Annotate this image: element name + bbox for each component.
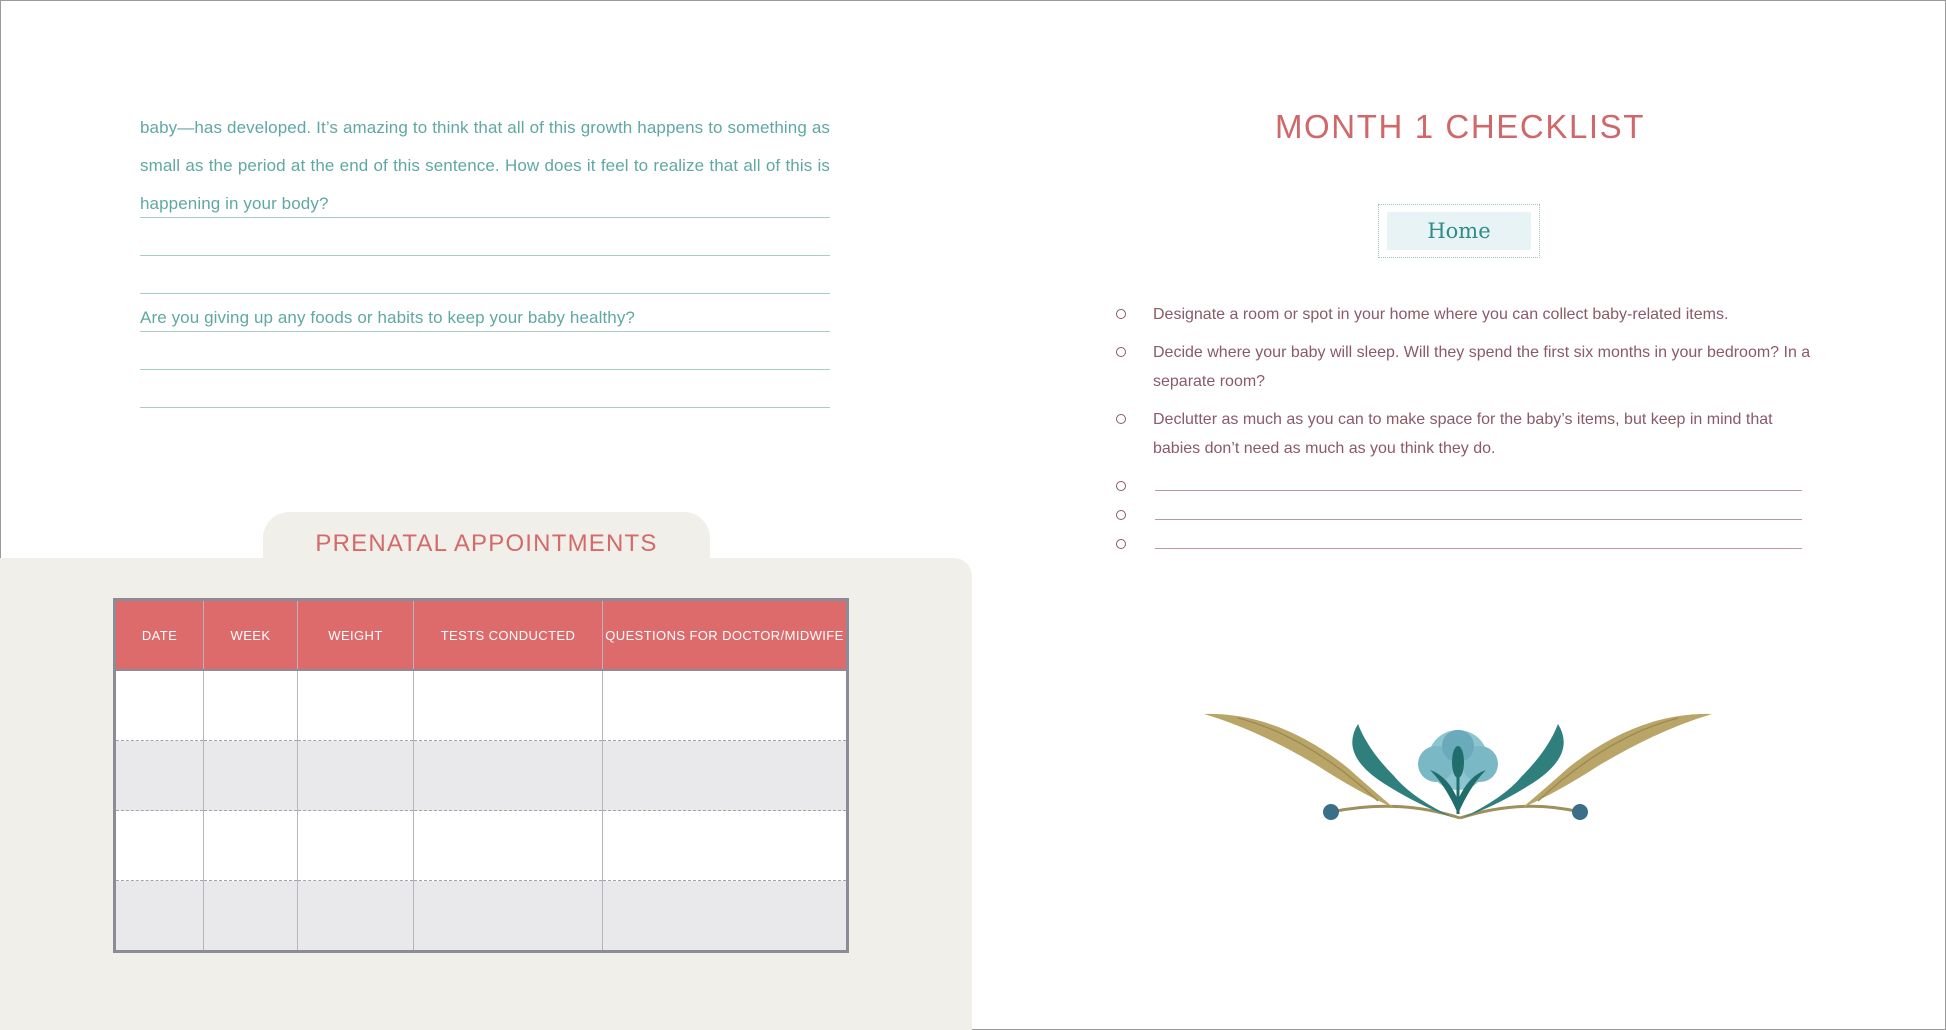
- table-cell[interactable]: [414, 881, 603, 952]
- checklist-blank-line[interactable]: [1155, 548, 1802, 549]
- journal-answer-line[interactable]: [140, 340, 830, 378]
- empty-circle-bullet-icon[interactable]: [1116, 347, 1126, 357]
- table-cell[interactable]: [414, 811, 603, 881]
- column-header-week: WEEK: [204, 600, 298, 671]
- table-header-row: [115, 600, 848, 671]
- empty-circle-bullet-icon[interactable]: [1116, 539, 1126, 549]
- journal-text: small as the period at the end of this sentence. How does it feel to realize that all of this is: [140, 156, 830, 175]
- column-header-questions: QUESTIONS FOR DOCTOR/MIDWIFE: [603, 600, 848, 671]
- journal-question-1: happening in your body?: [140, 194, 333, 213]
- checklist-item-text: Decide where your baby will sleep. Will they spend the first six months in your bedroom? In a separate room?: [1153, 344, 1811, 390]
- table-cell[interactable]: [115, 811, 204, 881]
- table-cell[interactable]: [204, 811, 298, 881]
- table-cell[interactable]: [603, 811, 848, 881]
- appointments-table: [113, 598, 849, 953]
- table-row: [115, 811, 848, 881]
- floral-ornament-icon: [1198, 706, 1718, 826]
- table-cell[interactable]: [298, 811, 414, 881]
- checklist-item-text: Declutter as much as you can to make space for the baby’s items, but keep in mind that babies don’t need as much as you think they do.: [1153, 411, 1773, 457]
- checklist-item[interactable]: [1112, 338, 1822, 396]
- column-header-tests: TESTS CONDUCTED: [414, 600, 603, 671]
- empty-circle-bullet-icon[interactable]: [1116, 309, 1126, 319]
- checklist-blank-item[interactable]: [1112, 530, 1822, 559]
- table-cell[interactable]: [414, 741, 603, 811]
- checklist-title: MONTH 1 CHECKLIST: [1274, 108, 1646, 145]
- empty-circle-bullet-icon[interactable]: [1116, 414, 1126, 424]
- table-cell[interactable]: [603, 670, 848, 741]
- checklist-blank-line[interactable]: [1155, 490, 1802, 491]
- journal-text: baby—has developed. It’s amazing to think that all of this growth happens to something as: [140, 118, 830, 137]
- section-label-home: Home: [1387, 212, 1531, 250]
- table-cell[interactable]: [603, 741, 848, 811]
- table-cell[interactable]: [603, 881, 848, 952]
- checklist: [1112, 300, 1822, 559]
- empty-circle-bullet-icon[interactable]: [1116, 481, 1126, 491]
- journal-answer-line[interactable]: [140, 226, 830, 264]
- checklist-blank-item[interactable]: [1112, 501, 1822, 530]
- appointments-title: PRENATAL APPOINTMENTS: [315, 530, 658, 557]
- table-cell[interactable]: [298, 881, 414, 952]
- table-cell[interactable]: [414, 670, 603, 741]
- table-row: [115, 881, 848, 952]
- column-header-weight: WEIGHT: [298, 600, 414, 671]
- journal-text-line: [140, 112, 830, 150]
- journal-answer-line[interactable]: [140, 188, 830, 226]
- table-row: [115, 741, 848, 811]
- table-cell[interactable]: [115, 670, 204, 741]
- journal-answer-line[interactable]: [140, 302, 830, 340]
- table-cell[interactable]: [115, 741, 204, 811]
- checklist-blank-line[interactable]: [1155, 519, 1802, 520]
- checklist-item[interactable]: [1112, 405, 1822, 463]
- column-header-date: DATE: [115, 600, 204, 671]
- journal-text-line: [140, 150, 830, 188]
- table-cell[interactable]: [204, 741, 298, 811]
- journal-answer-line[interactable]: [140, 264, 830, 302]
- table-cell[interactable]: [204, 881, 298, 952]
- table-row: [115, 670, 848, 741]
- table-cell[interactable]: [298, 741, 414, 811]
- table-cell[interactable]: [115, 881, 204, 952]
- checklist-blank-item[interactable]: [1112, 472, 1822, 501]
- section-label-box: [1378, 204, 1540, 258]
- journal-answer-line[interactable]: [140, 378, 830, 416]
- checklist-item[interactable]: [1112, 300, 1822, 329]
- table-cell[interactable]: [298, 670, 414, 741]
- journal-question-2: Are you giving up any foods or habits to keep your baby healthy?: [140, 308, 639, 327]
- journal-section: [140, 112, 830, 416]
- empty-circle-bullet-icon[interactable]: [1116, 510, 1126, 520]
- table-cell[interactable]: [204, 670, 298, 741]
- checklist-item-text: Designate a room or spot in your home where you can collect baby-related items.: [1153, 306, 1729, 323]
